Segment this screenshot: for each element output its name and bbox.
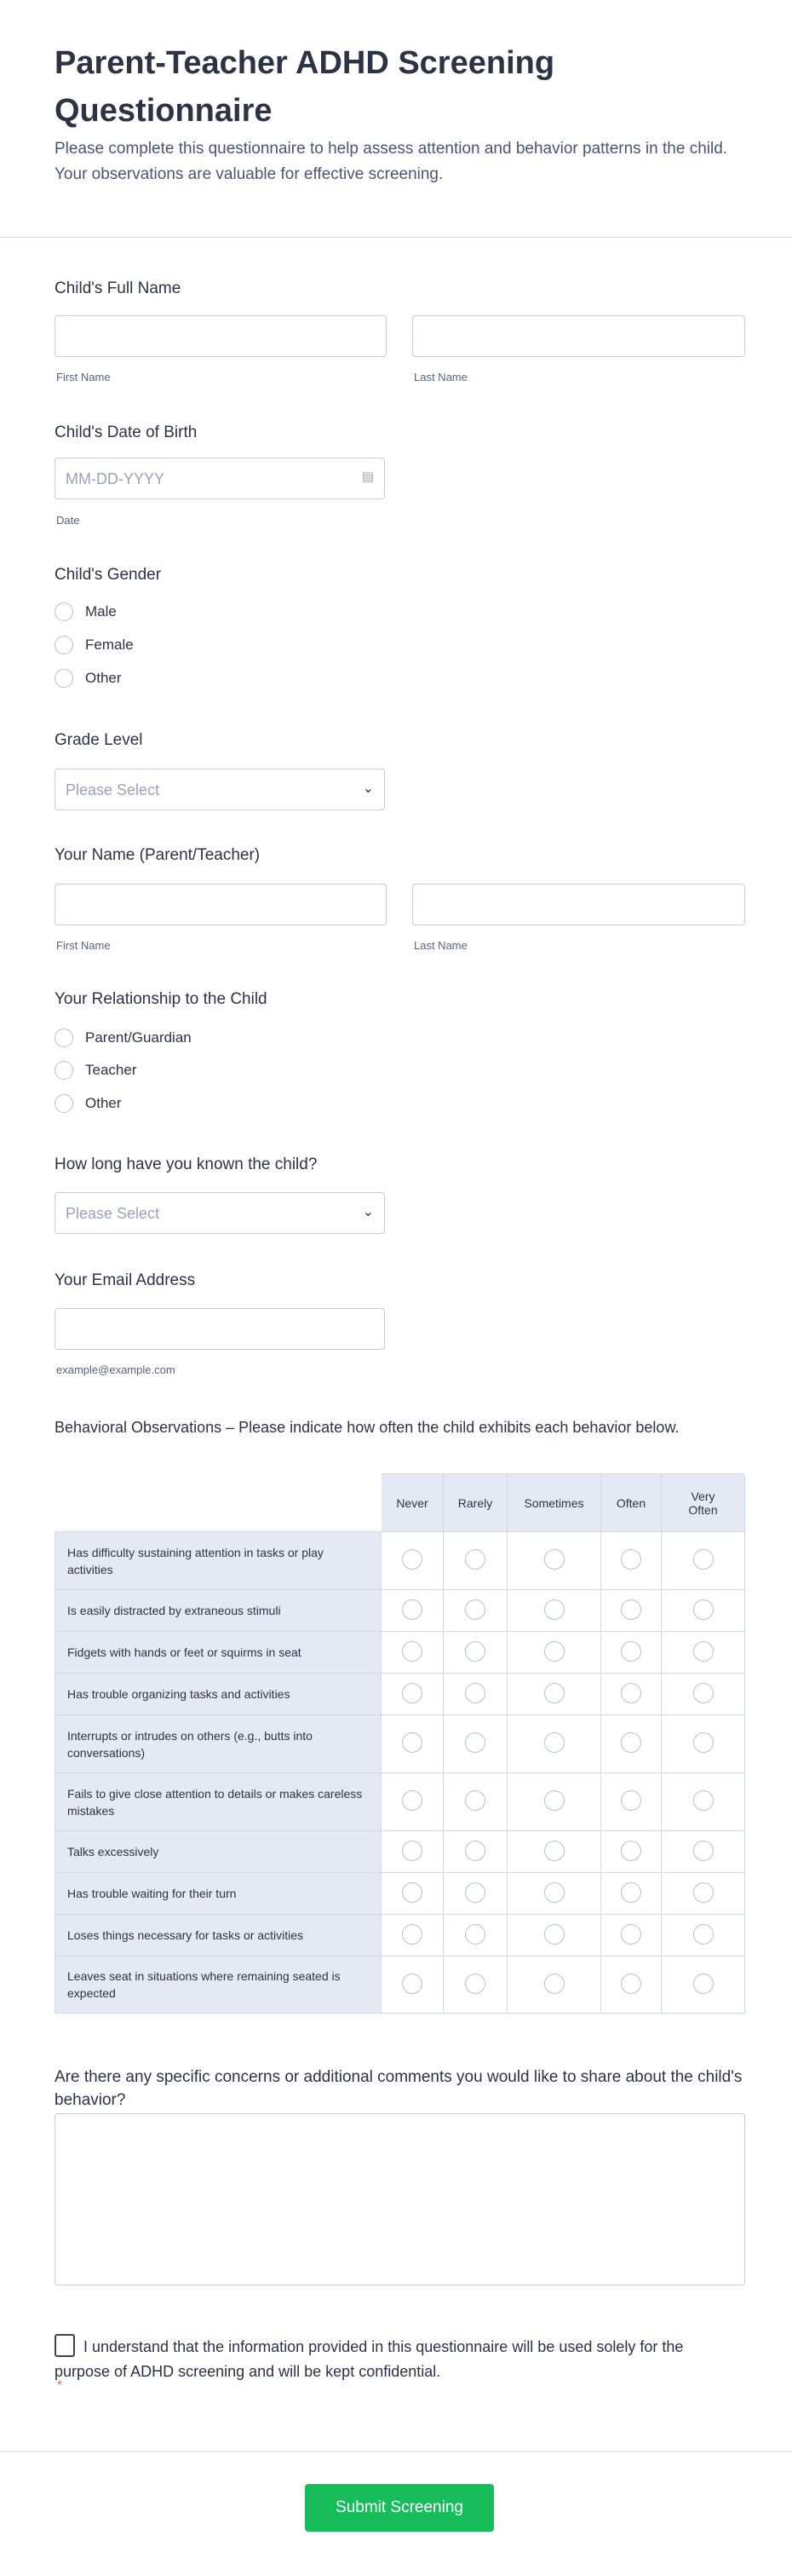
matrix-column-header: Rarely xyxy=(444,1473,508,1531)
dob-placeholder: MM-DD-YYYY xyxy=(66,470,164,487)
matrix-cell xyxy=(508,1914,601,1956)
radio-icon[interactable] xyxy=(693,1841,714,1861)
comments-textarea[interactable] xyxy=(55,2113,745,2285)
matrix-cell xyxy=(382,1531,444,1589)
matrix-cell xyxy=(662,1872,745,1914)
chevron-down-icon: ⌄ xyxy=(362,781,374,796)
matrix-row-label: Talks excessively xyxy=(55,1830,382,1872)
matrix-cell xyxy=(601,1772,662,1830)
matrix-cell xyxy=(444,1956,508,2014)
matrix-cell xyxy=(662,1772,745,1830)
matrix-row-label: Interrupts or intrudes on others (e.g., butts into conversations) xyxy=(55,1714,382,1772)
matrix-row xyxy=(55,1631,745,1673)
radio-icon[interactable] xyxy=(465,1549,485,1570)
matrix-column-header: Sometimes xyxy=(508,1473,601,1531)
matrix-cell xyxy=(444,1914,508,1956)
known-select[interactable] xyxy=(55,1192,385,1234)
matrix-cell xyxy=(601,1830,662,1872)
radio-icon[interactable] xyxy=(621,1683,641,1703)
radio-icon[interactable] xyxy=(55,669,73,688)
last-name-sublabel: Last Name xyxy=(414,371,468,383)
relationship-option-parent[interactable] xyxy=(55,1028,192,1048)
radio-icon[interactable] xyxy=(544,1549,565,1570)
matrix-cell xyxy=(444,1772,508,1830)
option-label: Other xyxy=(85,1095,122,1111)
gender-option-female[interactable] xyxy=(55,635,134,655)
radio-icon[interactable] xyxy=(621,1641,641,1662)
matrix-row-label: Is easily distracted by extraneous stimuli xyxy=(55,1589,382,1631)
radio-icon[interactable] xyxy=(693,1732,714,1753)
chevron-down-icon: ⌄ xyxy=(362,1205,374,1219)
relationship-label: Your Relationship to the Child xyxy=(55,990,267,1008)
required-asterisk: * xyxy=(57,2378,63,2393)
matrix-cell xyxy=(382,1772,444,1830)
radio-icon[interactable] xyxy=(402,1974,422,1994)
option-label: Teacher xyxy=(85,1062,137,1078)
radio-icon[interactable] xyxy=(621,1974,641,1994)
divider xyxy=(0,2451,792,2452)
matrix-cell xyxy=(508,1830,601,1872)
dob-sublabel: Date xyxy=(56,514,80,527)
radio-icon[interactable] xyxy=(55,602,73,621)
radio-icon[interactable] xyxy=(693,1790,714,1811)
behavior-matrix xyxy=(55,1473,745,2014)
child-first-name-input[interactable] xyxy=(55,315,387,357)
radio-icon[interactable] xyxy=(402,1641,422,1662)
matrix-cell xyxy=(662,1914,745,1956)
radio-icon[interactable] xyxy=(621,1924,641,1945)
consent-label: I understand that the information provided in this questionnaire will be used solely for the purpose of ADHD screening and will be kept confidential. xyxy=(55,2338,684,2380)
radio-icon[interactable] xyxy=(402,1924,422,1945)
matrix-cell xyxy=(382,1830,444,1872)
matrix-cell xyxy=(662,1830,745,1872)
matrix-row-label: Has trouble organizing tasks and activities xyxy=(55,1673,382,1714)
radio-icon[interactable] xyxy=(621,1882,641,1903)
matrix-cell xyxy=(601,1589,662,1631)
radio-icon[interactable] xyxy=(465,1641,485,1662)
matrix-cell xyxy=(508,1673,601,1714)
page-description: Please complete this questionnaire to help assess attention and behavior patterns in the child. Your observations are valuable for effective screening. xyxy=(55,140,728,183)
matrix-row xyxy=(55,1531,745,1589)
matrix-cell xyxy=(444,1714,508,1772)
option-label: Parent/Guardian xyxy=(85,1029,192,1046)
known-label: How long have you known the child? xyxy=(55,1155,318,1173)
radio-icon[interactable] xyxy=(402,1599,422,1620)
radio-icon[interactable] xyxy=(465,1841,485,1861)
matrix-cell xyxy=(444,1830,508,1872)
option-label: Male xyxy=(85,603,117,620)
radio-icon[interactable] xyxy=(402,1683,422,1703)
matrix-cell xyxy=(601,1631,662,1673)
radio-icon[interactable] xyxy=(621,1841,641,1861)
matrix-cell xyxy=(662,1714,745,1772)
matrix-cell xyxy=(444,1673,508,1714)
your-name-label: Your Name (Parent/Teacher) xyxy=(55,846,261,864)
matrix-column-header: Often xyxy=(601,1473,662,1531)
radio-icon[interactable] xyxy=(402,1549,422,1570)
gender-label: Child's Gender xyxy=(55,566,162,584)
radio-icon[interactable] xyxy=(693,1974,714,1994)
matrix-corner xyxy=(55,1473,382,1531)
radio-icon[interactable] xyxy=(693,1924,714,1945)
radio-icon[interactable] xyxy=(465,1732,485,1753)
consent-checkbox[interactable] xyxy=(55,2334,75,2357)
matrix-cell xyxy=(601,1714,662,1772)
email-label: Your Email Address xyxy=(55,1271,196,1289)
radio-icon[interactable] xyxy=(55,636,73,654)
radio-icon[interactable] xyxy=(621,1549,641,1570)
matrix-row-label: Leaves seat in situations where remaining seated is expected xyxy=(55,1956,382,2014)
your-last-name-input[interactable] xyxy=(412,884,745,925)
radio-icon[interactable] xyxy=(55,1061,73,1080)
matrix-cell xyxy=(444,1531,508,1589)
radio-icon[interactable] xyxy=(544,1882,565,1903)
matrix-cell xyxy=(601,1956,662,2014)
matrix-cell xyxy=(382,1714,444,1772)
submit-button[interactable]: Submit Screening xyxy=(305,2484,494,2532)
radio-icon[interactable] xyxy=(465,1683,485,1703)
your-first-name-input[interactable] xyxy=(55,884,387,925)
matrix-cell xyxy=(382,1673,444,1714)
matrix-cell xyxy=(508,1956,601,2014)
radio-icon[interactable] xyxy=(693,1683,714,1703)
radio-icon[interactable] xyxy=(693,1882,714,1903)
radio-icon[interactable] xyxy=(693,1641,714,1662)
radio-icon[interactable] xyxy=(544,1974,565,1994)
grade-select[interactable] xyxy=(55,769,385,810)
radio-icon[interactable] xyxy=(544,1790,565,1811)
matrix-cell xyxy=(508,1531,601,1589)
matrix-cell xyxy=(508,1714,601,1772)
matrix-cell xyxy=(444,1589,508,1631)
matrix-cell xyxy=(382,1631,444,1673)
grade-label: Grade Level xyxy=(55,731,143,749)
radio-icon[interactable] xyxy=(465,1974,485,1994)
consent-row xyxy=(55,2334,702,2384)
matrix-row xyxy=(55,1872,745,1914)
child-name-label: Child's Full Name xyxy=(55,279,181,297)
matrix-cell xyxy=(382,1914,444,1956)
relationship-option-other[interactable] xyxy=(55,1093,122,1114)
email-sublabel: example@example.com xyxy=(56,1363,175,1376)
matrix-row-label: Fails to give close attention to details or makes careless mistakes xyxy=(55,1772,382,1830)
matrix-cell xyxy=(662,1631,745,1673)
matrix-cell xyxy=(601,1673,662,1714)
matrix-cell xyxy=(508,1772,601,1830)
child-last-name-input[interactable] xyxy=(412,315,745,357)
radio-icon[interactable] xyxy=(465,1924,485,1945)
dob-label: Child's Date of Birth xyxy=(55,424,198,441)
matrix-cell xyxy=(601,1914,662,1956)
matrix-cell xyxy=(662,1589,745,1631)
radio-icon[interactable] xyxy=(544,1732,565,1753)
matrix-row xyxy=(55,1673,745,1714)
radio-icon[interactable] xyxy=(544,1599,565,1620)
matrix-cell xyxy=(662,1956,745,2014)
radio-icon[interactable] xyxy=(544,1841,565,1861)
radio-icon[interactable] xyxy=(621,1599,641,1620)
matrix-cell xyxy=(662,1673,745,1714)
last-name-sublabel: Last Name xyxy=(414,939,468,952)
matrix-cell xyxy=(508,1631,601,1673)
email-input[interactable] xyxy=(55,1308,385,1350)
matrix-cell xyxy=(662,1531,745,1589)
matrix-cell xyxy=(444,1872,508,1914)
radio-icon[interactable] xyxy=(465,1599,485,1620)
matrix-row-label: Has difficulty sustaining attention in tasks or play activities xyxy=(55,1531,382,1589)
option-label: Other xyxy=(85,670,122,686)
first-name-sublabel: First Name xyxy=(56,371,111,383)
gender-option-male[interactable] xyxy=(55,602,117,622)
matrix-column-header: Very Often xyxy=(662,1473,745,1531)
matrix-cell xyxy=(382,1872,444,1914)
radio-icon[interactable] xyxy=(402,1732,422,1753)
gender-option-other[interactable] xyxy=(55,668,122,689)
matrix-row-label: Fidgets with hands or feet or squirms in seat xyxy=(55,1631,382,1673)
dob-input[interactable] xyxy=(55,458,385,499)
matrix-cell xyxy=(601,1531,662,1589)
comments-label: Are there any specific concerns or additional comments you would like to share about the child's behavior? xyxy=(55,2068,743,2109)
matrix-cell xyxy=(444,1631,508,1673)
matrix-row xyxy=(55,1772,745,1830)
divider xyxy=(0,237,792,238)
grade-placeholder: Please Select xyxy=(66,781,160,798)
matrix-label: Behavioral Observations – Please indicate how often the child exhibits each behavior below. xyxy=(55,1419,680,1436)
radio-icon[interactable] xyxy=(544,1924,565,1945)
matrix-cell xyxy=(508,1589,601,1631)
radio-icon[interactable] xyxy=(465,1790,485,1811)
matrix-row xyxy=(55,1830,745,1872)
relationship-option-teacher[interactable] xyxy=(55,1060,136,1081)
matrix-column-header: Never xyxy=(382,1473,444,1531)
page-title: Parent-Teacher ADHD Screening Questionnaire xyxy=(55,45,555,129)
radio-icon[interactable] xyxy=(544,1683,565,1703)
matrix-row xyxy=(55,1714,745,1772)
matrix-cell xyxy=(382,1589,444,1631)
matrix-row xyxy=(55,1956,745,2014)
matrix-cell xyxy=(508,1872,601,1914)
matrix-row-label: Loses things necessary for tasks or activities xyxy=(55,1914,382,1956)
radio-icon[interactable] xyxy=(55,1029,73,1047)
radio-icon[interactable] xyxy=(621,1732,641,1753)
radio-icon[interactable] xyxy=(402,1790,422,1811)
option-label: Female xyxy=(85,637,134,653)
radio-icon[interactable] xyxy=(55,1094,73,1113)
radio-icon[interactable] xyxy=(402,1882,422,1903)
radio-icon[interactable] xyxy=(621,1790,641,1811)
matrix-row-label: Has trouble waiting for their turn xyxy=(55,1872,382,1914)
matrix-cell xyxy=(601,1872,662,1914)
radio-icon[interactable] xyxy=(402,1841,422,1861)
calendar-icon[interactable]: ▤ xyxy=(361,470,374,484)
matrix-row xyxy=(55,1589,745,1631)
matrix-cell xyxy=(382,1956,444,2014)
radio-icon[interactable] xyxy=(544,1641,565,1662)
known-placeholder: Please Select xyxy=(66,1205,160,1222)
radio-icon[interactable] xyxy=(693,1599,714,1620)
matrix-row xyxy=(55,1914,745,1956)
first-name-sublabel: First Name xyxy=(56,939,111,952)
radio-icon[interactable] xyxy=(693,1549,714,1570)
radio-icon[interactable] xyxy=(465,1882,485,1903)
